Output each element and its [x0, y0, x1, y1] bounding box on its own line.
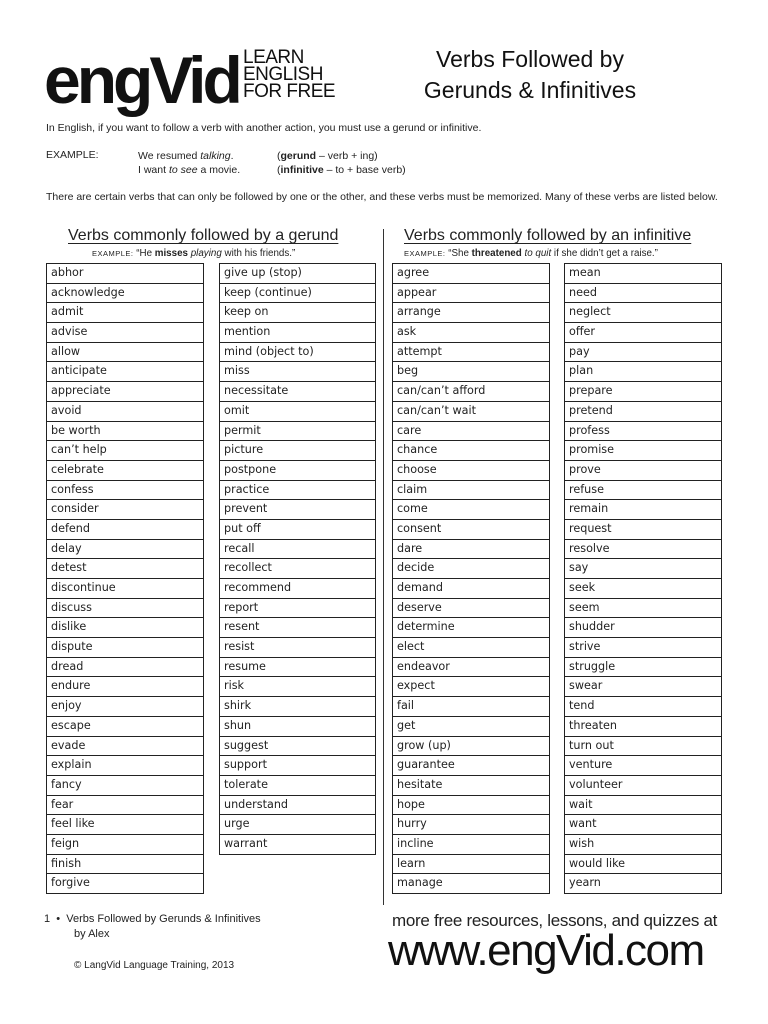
verb-item: seem: [565, 598, 721, 618]
verb-item: remain: [565, 499, 721, 519]
verb-item: deserve: [393, 598, 549, 618]
verb-item: chance: [393, 440, 549, 460]
verb-item: come: [393, 499, 549, 519]
verb-item: hurry: [393, 814, 549, 834]
verb-item: resolve: [565, 539, 721, 559]
verb-item: shun: [220, 716, 375, 736]
verb-item: evade: [47, 736, 203, 756]
verb-item: incline: [393, 834, 549, 854]
verb-item: pretend: [565, 401, 721, 421]
verb-item: postpone: [220, 460, 375, 480]
gerund-example: EXAMPLE: “He misses playing with his friends.”: [92, 248, 296, 259]
infinitive-heading: Verbs commonly followed by an infinitive: [404, 227, 692, 244]
verb-item: claim: [393, 480, 549, 500]
verb-item: plan: [565, 361, 721, 381]
gerund-heading: Verbs commonly followed by a gerund: [68, 227, 339, 244]
example-notes: [277, 149, 406, 177]
verb-item: profess: [565, 421, 721, 441]
verb-item: delay: [47, 539, 203, 559]
verb-item: care: [393, 421, 549, 441]
logo-tagline: [243, 49, 335, 100]
verb-item: swear: [565, 676, 721, 696]
verb-item: decide: [393, 558, 549, 578]
verb-item: miss: [220, 361, 375, 381]
verb-item: discontinue: [47, 578, 203, 598]
verb-item: suggest: [220, 736, 375, 756]
verb-item: practice: [220, 480, 375, 500]
footer-citation: [44, 912, 261, 942]
verb-item: appear: [393, 283, 549, 303]
verb-item: venture: [565, 755, 721, 775]
logo-tagline-line3: FOR FREE: [243, 81, 336, 102]
infinitive-list-2: [564, 263, 722, 894]
column-divider: [383, 229, 384, 905]
verb-item: grow (up): [393, 736, 549, 756]
verb-item: get: [393, 716, 549, 736]
verb-item: fail: [393, 696, 549, 716]
verb-item: choose: [393, 460, 549, 480]
verb-item: tend: [565, 696, 721, 716]
footer-doc-title: Verbs Followed by Gerunds & Infinitives: [66, 913, 261, 925]
verb-item: keep on: [220, 302, 375, 322]
verb-item: can/can’t afford: [393, 381, 549, 401]
verb-item: arrange: [393, 302, 549, 322]
verb-item: request: [565, 519, 721, 539]
verb-item: defend: [47, 519, 203, 539]
verb-item: consent: [393, 519, 549, 539]
verb-item: determine: [393, 617, 549, 637]
verb-item: mind (object to): [220, 342, 375, 362]
verb-item: feign: [47, 834, 203, 854]
verb-item: volunteer: [565, 775, 721, 795]
verb-item: neglect: [565, 302, 721, 322]
verb-item: dread: [47, 657, 203, 677]
verb-item: risk: [220, 676, 375, 696]
verb-item: celebrate: [47, 460, 203, 480]
verb-item: attempt: [393, 342, 549, 362]
verb-item: anticipate: [47, 361, 203, 381]
verb-item: feel like: [47, 814, 203, 834]
verb-item: discuss: [47, 598, 203, 618]
verb-item: resent: [220, 617, 375, 637]
verb-item: allow: [47, 342, 203, 362]
verb-item: promise: [565, 440, 721, 460]
intro-text: In English, if you want to follow a verb with another action, you must use a gerund or infinitive.: [46, 122, 482, 134]
verb-item: wait: [565, 795, 721, 815]
verb-item: say: [565, 558, 721, 578]
verb-item: escape: [47, 716, 203, 736]
verb-item: can’t help: [47, 440, 203, 460]
verb-item: need: [565, 283, 721, 303]
verb-item: can/can’t wait: [393, 401, 549, 421]
site-link[interactable]: www.engVid.com: [388, 926, 704, 975]
verb-item: demand: [393, 578, 549, 598]
verb-item: prove: [565, 460, 721, 480]
verb-item: guarantee: [393, 755, 549, 775]
verb-item: hope: [393, 795, 549, 815]
verb-item: abhor: [47, 263, 203, 283]
verb-item: omit: [220, 401, 375, 421]
example-label: EXAMPLE:: [46, 149, 99, 161]
verb-item: learn: [393, 854, 549, 874]
verb-item: avoid: [47, 401, 203, 421]
verb-item: enjoy: [47, 696, 203, 716]
verb-item: recommend: [220, 578, 375, 598]
verb-item: admit: [47, 302, 203, 322]
verb-item: want: [565, 814, 721, 834]
logo-tagline-line2: ENGLISH: [243, 64, 323, 85]
bullet: •: [56, 913, 61, 925]
verb-item: prevent: [220, 499, 375, 519]
verb-item: resume: [220, 657, 375, 677]
verb-item: fear: [47, 795, 203, 815]
verb-item: understand: [220, 795, 375, 815]
verb-item: refuse: [565, 480, 721, 500]
verb-item: confess: [47, 480, 203, 500]
engvid-logo: engVid: [44, 43, 239, 117]
page-title-line2: Gerunds & Infinitives: [423, 77, 637, 103]
verb-item: explain: [47, 755, 203, 775]
verb-item: wish: [565, 834, 721, 854]
verb-item: strive: [565, 637, 721, 657]
example-note-infinitive: (infinitive – to + base verb): [277, 164, 406, 176]
verb-item: consider: [47, 499, 203, 519]
verb-item: dislike: [47, 617, 203, 637]
gerund-list-1: [46, 263, 204, 894]
example-sentence-2: I want to see a movie.: [138, 164, 241, 176]
verb-item: appreciate: [47, 381, 203, 401]
verb-item: put off: [220, 519, 375, 539]
verb-item: tolerate: [220, 775, 375, 795]
verb-item: elect: [393, 637, 549, 657]
resources-text: more free resources, lessons, and quizzes at: [392, 911, 718, 930]
page-number: 1: [44, 913, 51, 925]
verb-item: mean: [565, 263, 721, 283]
verb-item: offer: [565, 322, 721, 342]
verb-item: detest: [47, 558, 203, 578]
verb-item: expect: [393, 676, 549, 696]
verb-item: advise: [47, 322, 203, 342]
infinitive-list-1: [392, 263, 550, 894]
verb-item: pay: [565, 342, 721, 362]
example-sentences: [138, 149, 240, 177]
gerund-list-2: [219, 263, 376, 855]
memorize-note: There are certain verbs that can only be followed by one or the other, and these verbs must be memorized. Many of these verbs are listed below.: [46, 191, 718, 203]
verb-item: seek: [565, 578, 721, 598]
verb-item: support: [220, 755, 375, 775]
verb-item: warrant: [220, 834, 375, 854]
verb-item: mention: [220, 322, 375, 342]
verb-item: ask: [393, 322, 549, 342]
example-sentence-1: We resumed talking.: [138, 150, 234, 162]
verb-item: dispute: [47, 637, 203, 657]
page-title: [380, 44, 680, 106]
verb-item: shudder: [565, 617, 721, 637]
verb-item: prepare: [565, 381, 721, 401]
verb-item: recollect: [220, 558, 375, 578]
copyright: © LangVid Language Training, 2013: [74, 960, 235, 971]
verb-item: acknowledge: [47, 283, 203, 303]
example-note-gerund: (gerund – verb + ing): [277, 150, 378, 162]
infinitive-example: EXAMPLE: “She threatened to quit if she didn’t get a raise.”: [404, 248, 658, 259]
verb-item: shirk: [220, 696, 375, 716]
verb-item: struggle: [565, 657, 721, 677]
verb-item: resist: [220, 637, 375, 657]
verb-item: fancy: [47, 775, 203, 795]
verb-item: forgive: [47, 873, 203, 893]
verb-item: picture: [220, 440, 375, 460]
verb-item: urge: [220, 814, 375, 834]
verb-item: beg: [393, 361, 549, 381]
verb-item: hesitate: [393, 775, 549, 795]
verb-item: would like: [565, 854, 721, 874]
logo-tagline-line1: LEARN: [243, 47, 304, 68]
verb-item: endure: [47, 676, 203, 696]
footer-citation-line1: [44, 912, 261, 927]
verb-item: agree: [393, 263, 549, 283]
verb-item: recall: [220, 539, 375, 559]
verb-item: yearn: [565, 873, 721, 893]
verb-item: give up (stop): [220, 263, 375, 283]
verb-item: finish: [47, 854, 203, 874]
verb-item: be worth: [47, 421, 203, 441]
verb-item: report: [220, 598, 375, 618]
verb-item: dare: [393, 539, 549, 559]
verb-item: turn out: [565, 736, 721, 756]
verb-item: endeavor: [393, 657, 549, 677]
verb-item: necessitate: [220, 381, 375, 401]
page-title-line1: Verbs Followed by: [436, 46, 624, 72]
footer-author: by Alex: [74, 928, 110, 940]
verb-item: threaten: [565, 716, 721, 736]
verb-item: permit: [220, 421, 375, 441]
verb-item: manage: [393, 873, 549, 893]
verb-item: keep (continue): [220, 283, 375, 303]
